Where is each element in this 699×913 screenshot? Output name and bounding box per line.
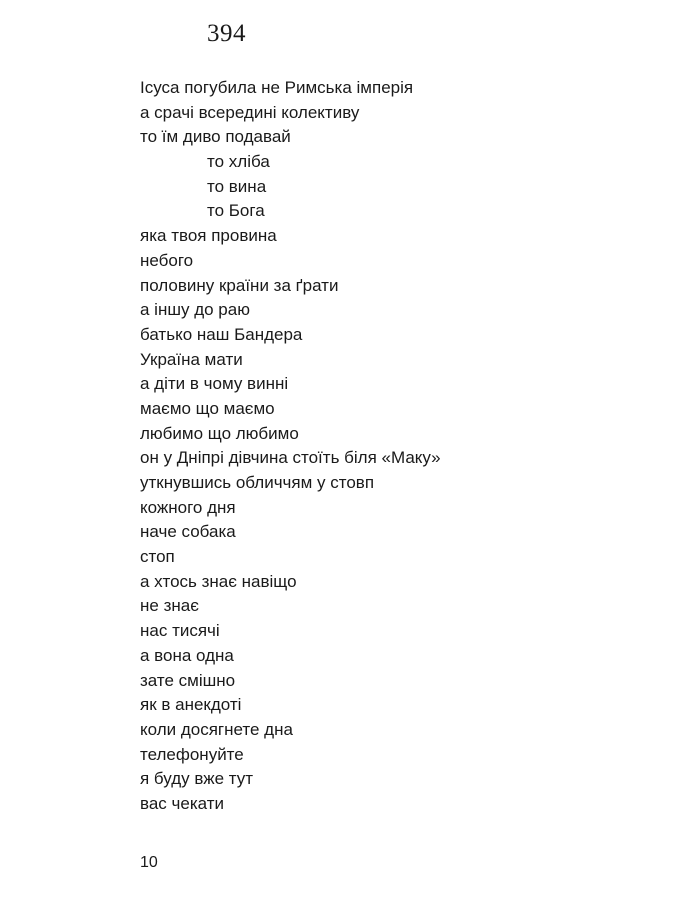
poem-line: любимо що любимо <box>140 423 299 443</box>
poem-line: нас тисячі <box>140 621 220 641</box>
poem-line: телефонуйте <box>140 744 244 764</box>
poem-line: а вона одна <box>140 645 234 665</box>
poem-line: Україна мати <box>140 349 243 369</box>
poem-line: вас чекати <box>140 793 225 813</box>
poem-line: а срачі всередині колективу <box>140 102 360 122</box>
poem-line: небого <box>140 250 194 270</box>
poem-body <box>140 76 441 817</box>
poem-line: половину країни за ґрати <box>140 275 339 295</box>
poem-line-indented: то вина <box>207 176 267 196</box>
poem-line: кожного дня <box>140 497 236 517</box>
poem-line: яка твоя провина <box>140 226 277 246</box>
poem-number: 394 <box>207 20 246 47</box>
poem-line: маємо що маємо <box>140 398 275 418</box>
poem-line: я буду вже тут <box>140 769 254 789</box>
poem-line-indented: то Бога <box>207 201 265 221</box>
poem-line: он у Дніпрі дівчина стоїть біля «Маку» <box>140 448 441 468</box>
poem-line: не знає <box>140 596 199 616</box>
poem-line: а діти в чому винні <box>140 374 289 394</box>
page-number: 10 <box>140 854 158 871</box>
poem-line: коли досягнете дна <box>140 719 293 739</box>
poem-line: наче собака <box>140 522 236 542</box>
poem-line: як в анекдоті <box>140 695 242 715</box>
poem-line: стоп <box>140 547 175 567</box>
poem-line: то їм диво подавай <box>140 127 291 147</box>
poem-line: батько наш Бандера <box>140 324 303 344</box>
poem-line: уткнувшись обличчям у стовп <box>140 473 375 492</box>
poem-line: зате смішно <box>140 670 236 690</box>
poem-line-indented: то хліба <box>207 152 270 172</box>
poem-line: Ісуса погубила не Римська імперія <box>140 78 414 97</box>
poem-line: а хтось знає навіщо <box>140 571 297 591</box>
poem-line: а іншу до раю <box>140 300 250 320</box>
